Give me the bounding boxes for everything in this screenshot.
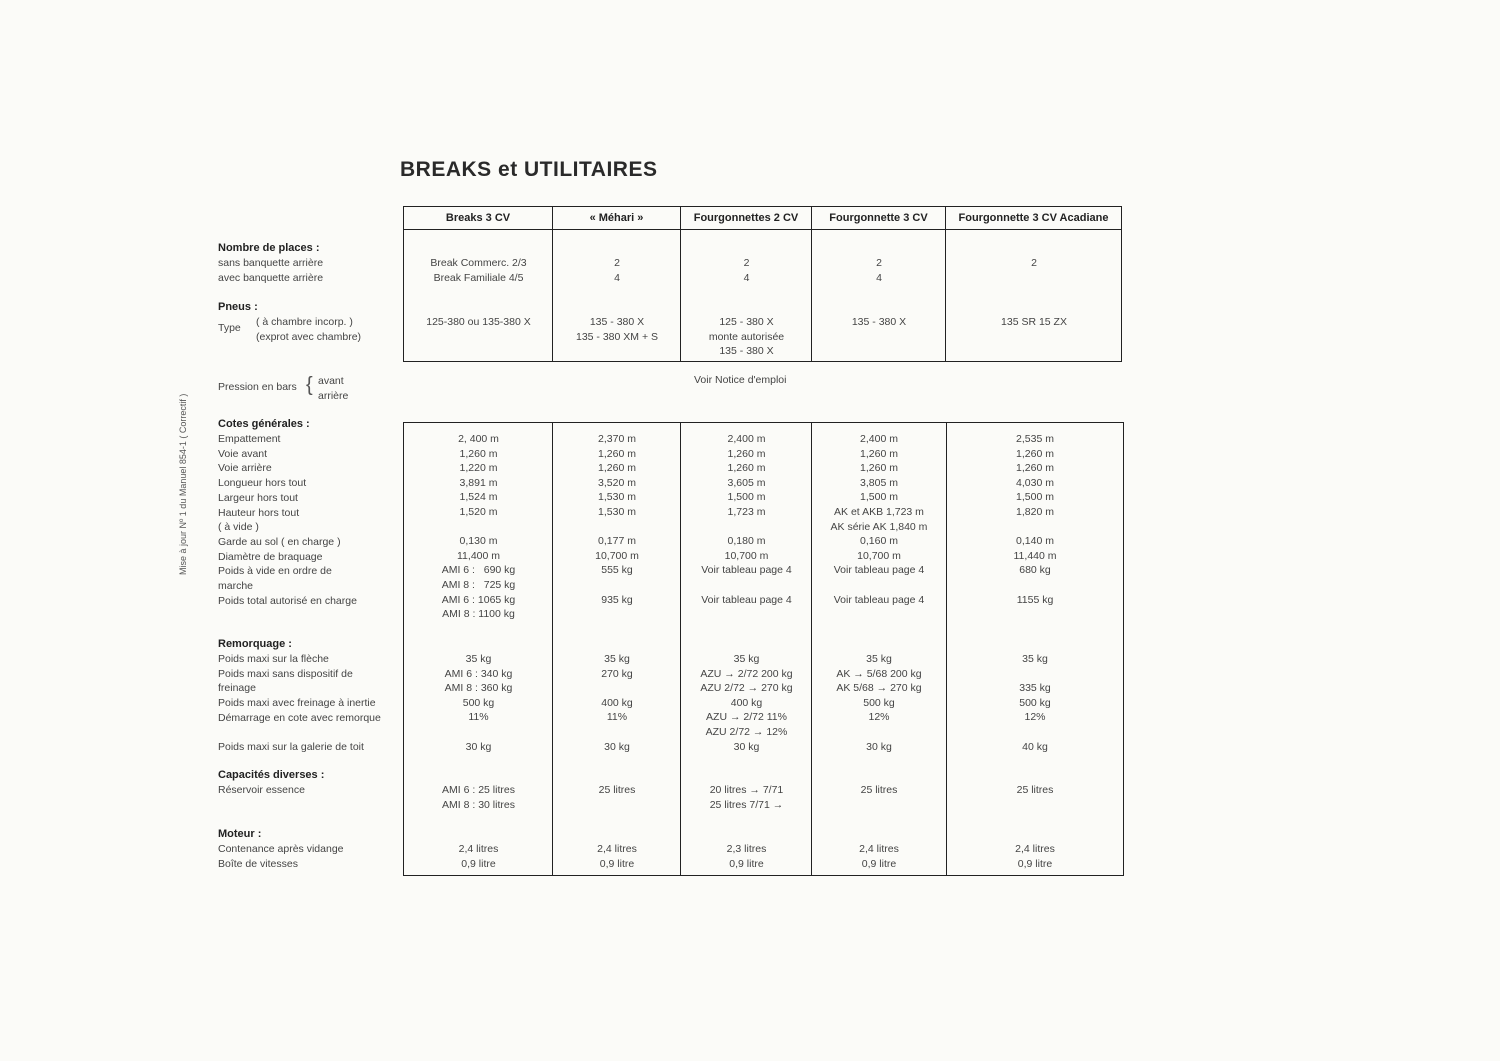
divider [945, 229, 946, 362]
divider [811, 422, 812, 876]
cell-pneus-acadiane: 135 SR 15 ZX [1001, 316, 1067, 328]
cell-cotes-2cv: 2,400 m 1,260 m 1,260 m 3,605 m 1,500 m 1,723 m 0,180 m 10,700 m Voir tableau page 4 Voir tableau page 4 [701, 433, 792, 606]
cell-remorquage-acadiane: 35 kg 335 kg 500 kg 12% 40 kg [1019, 653, 1051, 753]
column-header-fourgonnettes-2cv: Fourgonnettes 2 CV [681, 206, 812, 230]
label-moteur: Contenance après vidange Boîte de vitesses [218, 843, 344, 870]
label-places: sans banquette arrière avec banquette arrière [218, 257, 324, 284]
cell-moteur-3cv: 2,4 litres 0,9 litre [859, 843, 899, 870]
cell-capacites-2cv: 20 litres → 7/71 25 litres 7/71 → [709, 784, 784, 811]
divider [946, 422, 947, 876]
divider [811, 229, 812, 362]
label-pression-options: avant arrière [318, 375, 349, 402]
cell-capacites-breaks: AMI 6 : 25 litres AMI 8 : 30 litres [442, 784, 515, 811]
label-type-options: ( à chambre incorp. ) (exprot avec chambre) [256, 316, 362, 343]
side-note: Mise à jour Nº 1 du Manuel 854-1 ( Correctif ) [178, 393, 188, 575]
brace-icon: { [306, 374, 313, 396]
cell-pneus-2cv: 125 - 380 X monte autorisée 135 - 380 X [708, 316, 785, 358]
label-capacites: Réservoir essence [218, 784, 305, 796]
label-type: Type [218, 322, 241, 334]
cell-pneus-breaks: 125-380 ou 135-380 X [426, 316, 531, 328]
pression-value: Voir Notice d'emploi [694, 374, 787, 386]
label-galerie: Poids maxi sur la galerie de toit [218, 741, 364, 753]
cell-capacites-acadiane: 25 litres [1016, 784, 1054, 796]
section-cotes-generales: Cotes générales : [218, 418, 310, 430]
cell-moteur-acadiane: 2,4 litres 0,9 litre [1015, 843, 1055, 870]
divider [680, 229, 681, 362]
column-header-acadiane: Fourgonnette 3 CV Acadiane [946, 206, 1122, 230]
cell-cotes-breaks: 2, 400 m 1,260 m 1,220 m 3,891 m 1,524 m 1,520 m 0,130 m 11,400 m AMI 6 : 690 kg AMI 8 : 725 kg AMI 6 : 1065 kg AMI 8 : 1100 kg [441, 433, 516, 621]
cell-capacites-mehari: 25 litres [598, 784, 636, 796]
cell-pneus-mehari: 135 - 380 X 135 - 380 XM + S [575, 316, 658, 343]
section-nombre-de-places: Nombre de places : [218, 242, 320, 254]
cell-places-3cv: 2 4 [876, 257, 882, 284]
cell-cotes-3cv: 2,400 m 1,260 m 1,260 m 3,805 m 1,500 m AK et AKB 1,723 m AK série AK 1,840 m 0,160 m 10,700 m Voir tableau page 4 Voir tableau page 4 [830, 433, 928, 606]
column-header-mehari: « Méhari » [553, 206, 681, 230]
cell-remorquage-mehari: 35 kg 270 kg 400 kg 11% 30 kg [601, 653, 633, 753]
cell-pneus-3cv: 135 - 380 X [851, 316, 907, 328]
column-header-fourgonnette-3cv: Fourgonnette 3 CV [812, 206, 946, 230]
section-remorquage: Remorquage : [218, 638, 292, 650]
cell-places-acadiane: 2 [1031, 257, 1037, 269]
cell-places-breaks: Break Commerc. 2/3 Break Familiale 4/5 [430, 257, 527, 284]
cell-moteur-2cv: 2,3 litres 0,9 litre [726, 843, 767, 870]
cell-capacites-3cv: 25 litres [860, 784, 898, 796]
cell-moteur-breaks: 2,4 litres 0,9 litre [458, 843, 499, 870]
page-title: BREAKS et UTILITAIRES [400, 158, 658, 181]
label-cotes: Empattement Voie avant Voie arrière Longueur hors tout Largeur hors tout Hauteur hors tout ( à vide ) Garde au sol ( en charge ) Diamètre de braquage Poids à vide en ordre de marche Poids total autorisé en charge [218, 433, 357, 607]
section-moteur: Moteur : [218, 828, 262, 840]
label-remorquage: Poids maxi sur la flèche Poids maxi sans dispositif de freinage Poids maxi avec freinage à inertie Démarrage en cote avec remorque [218, 653, 381, 724]
cell-cotes-mehari: 2,370 m 1,260 m 1,260 m 3,520 m 1,530 m 1,530 m 0,177 m 10,700 m 555 kg 935 kg [595, 433, 639, 606]
divider [552, 422, 553, 876]
section-pneus: Pneus : [218, 301, 258, 313]
cell-remorquage-breaks: 35 kg AMI 6 : 340 kg AMI 8 : 360 kg 500 kg 11% 30 kg [444, 653, 513, 753]
cell-remorquage-3cv: 35 kg AK → 5/68 200 kg AK 5/68 → 270 kg 500 kg 12% 30 kg [836, 653, 922, 753]
column-header-breaks-3cv: Breaks 3 CV [403, 206, 553, 230]
divider [552, 229, 553, 362]
cell-places-2cv: 2 4 [743, 257, 750, 284]
cell-remorquage-2cv: 35 kg AZU → 2/72 200 kg AZU 2/72 → 270 kg 400 kg AZU → 2/72 11% AZU 2/72 → 12% 30 kg [700, 653, 793, 753]
cell-places-mehari: 2 4 [614, 257, 620, 284]
section-capacites-diverses: Capacités diverses : [218, 769, 325, 781]
divider [680, 422, 681, 876]
cell-cotes-acadiane: 2,535 m 1,260 m 1,260 m 4,030 m 1,500 m 1,820 m 0,140 m 11,440 m 680 kg 1155 kg [1013, 433, 1057, 606]
label-pression: Pression en bars [218, 381, 297, 393]
cell-moteur-mehari: 2,4 litres 0,9 litre [597, 843, 637, 870]
